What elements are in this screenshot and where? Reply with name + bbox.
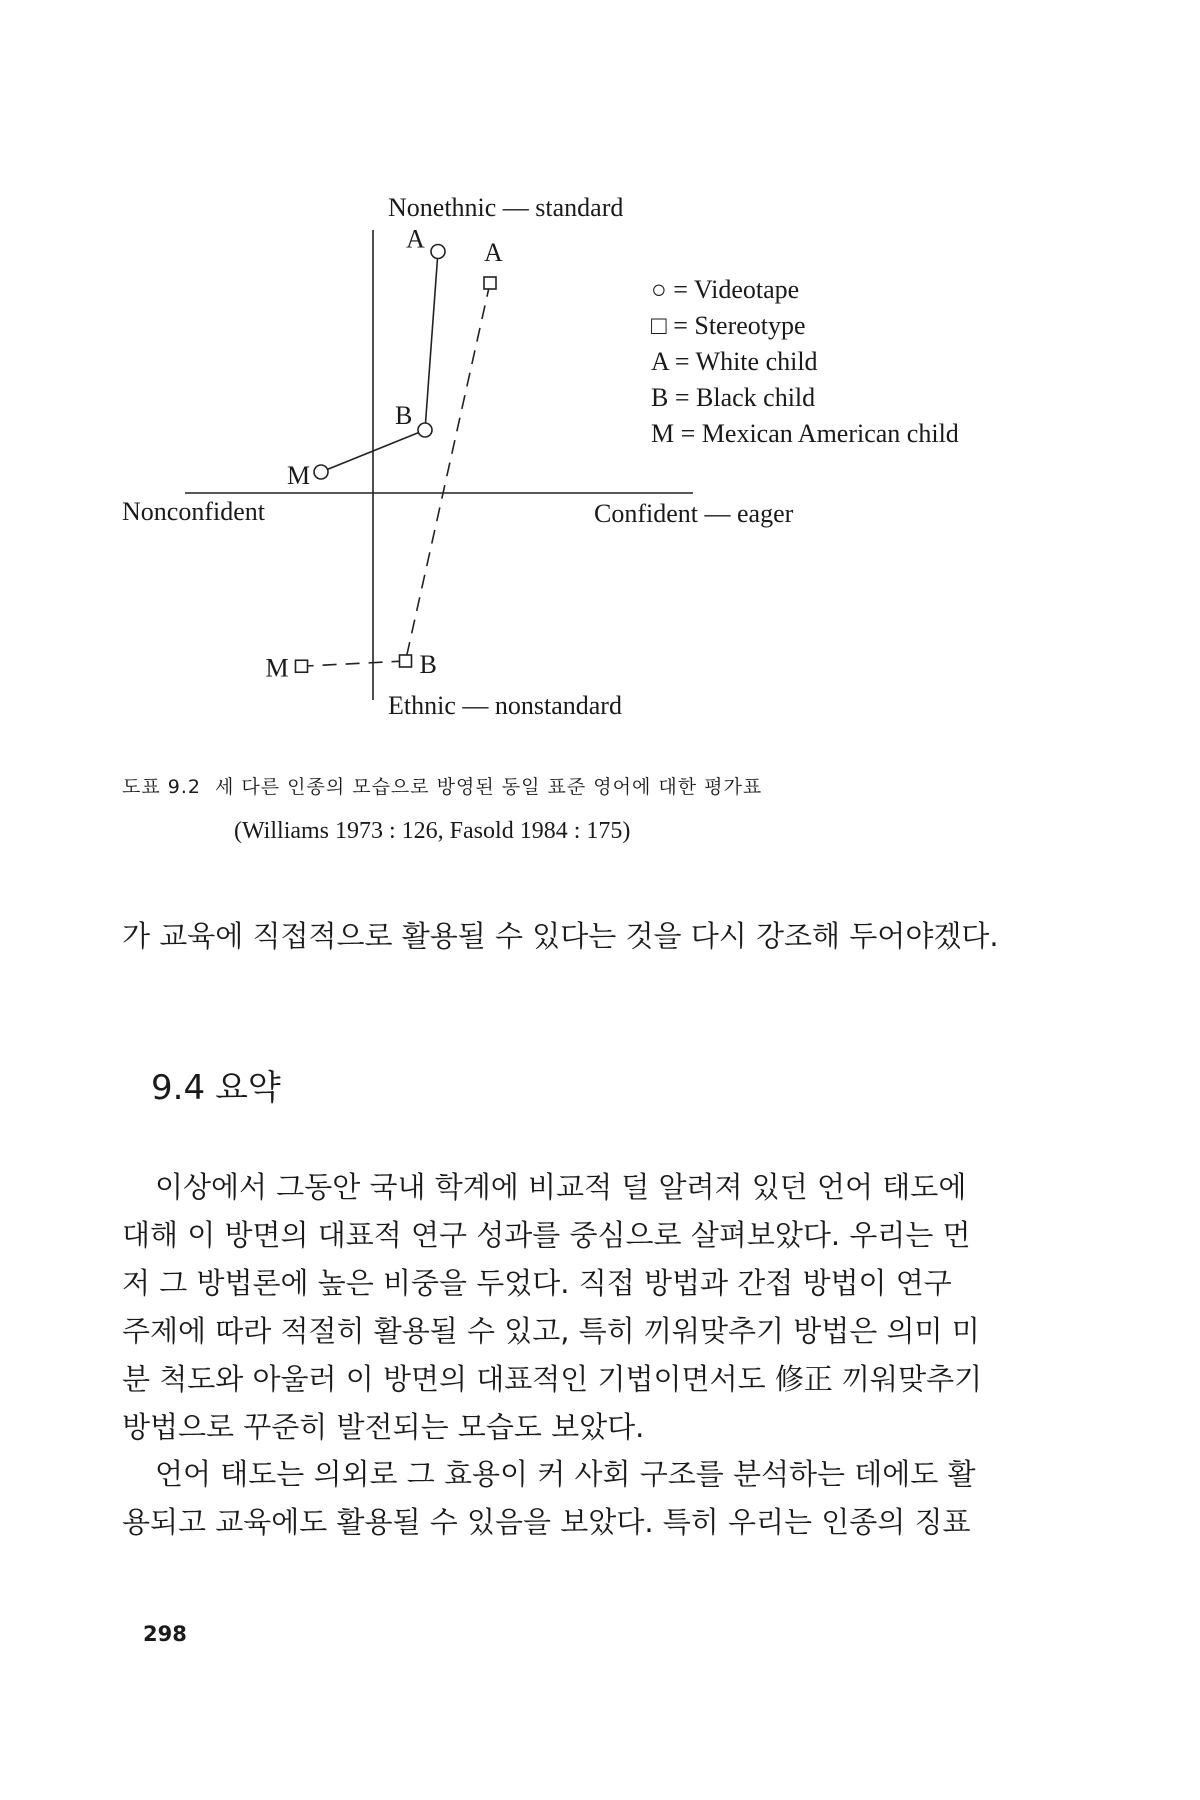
data-point-stereotype-M (296, 660, 308, 672)
point-label-stereotype-A: A (484, 238, 503, 267)
chart-legend (651, 275, 959, 448)
figure-source: (Williams 1973 : 126, Fasold 1984 : 175) (234, 818, 631, 844)
data-point-videotape-A (431, 245, 445, 259)
semantic-differential-chart (0, 0, 1200, 760)
legend-item: ○ = Videotape (651, 275, 800, 304)
legend-item: A = White child (651, 347, 818, 376)
paragraph-line: 주제에 따라 적절히 활용될 수 있고, 특히 끼워맞추기 방법은 의미 미 (122, 1314, 980, 1348)
axis-label-bottom: Ethnic — nonstandard (388, 691, 622, 720)
paragraph-line: 용되고 교육에도 활용될 수 있음을 보았다. 특히 우리는 인종의 징표 (122, 1505, 971, 1539)
section-title: 요약 (215, 1068, 281, 1108)
paragraph-2 (122, 1450, 976, 1546)
chart-series (266, 225, 504, 683)
figure-caption (122, 772, 762, 799)
legend-item: B = Black child (651, 383, 816, 412)
paragraph-line: 분 척도와 아울러 이 방면의 대표적인 기법이면서도 修正 끼워맞추기 (122, 1362, 983, 1396)
point-label-videotape-M: M (287, 461, 311, 490)
paragraph-line: 방법으로 꾸준히 발전되는 모습도 보았다. (122, 1410, 645, 1444)
data-point-videotape-B (418, 423, 432, 437)
paragraph-1 (122, 1163, 982, 1451)
chart-axes (185, 230, 693, 700)
paragraph-line: 이상에서 그동안 국내 학계에 비교적 덜 알려져 있던 언어 태도에 (155, 1170, 967, 1204)
point-label-stereotype-B: B (419, 650, 437, 679)
continuation-text: 가 교육에 직접적으로 활용될 수 있다는 것을 다시 강조해 두어야겠다. (122, 919, 999, 953)
figure-caption-text: 세 다른 인종의 모습으로 방영된 동일 표준 영어에 대한 평가표 (214, 776, 763, 798)
series-line-videotape-A-B (425, 252, 438, 431)
section-heading (151, 1060, 281, 1109)
data-point-stereotype-A (484, 277, 496, 289)
data-point-stereotype-B (400, 655, 412, 667)
page-number: 298 (143, 1622, 187, 1646)
axis-label-right: Confident — eager (594, 499, 794, 528)
figure-label: 도표 9.2 (122, 776, 201, 798)
legend-item: M = Mexican American child (651, 419, 959, 448)
point-label-videotape-B: B (395, 401, 413, 430)
legend-item: □ = Stereotype (651, 311, 806, 340)
paragraph-line: 언어 태도는 의외로 그 효용이 커 사회 구조를 분석하는 데에도 활 (155, 1457, 976, 1491)
series-line-stereotype-B-M (302, 661, 406, 666)
section-number: 9.4 (151, 1068, 206, 1108)
data-point-videotape-M (314, 465, 328, 479)
series-line-stereotype-A-B (406, 283, 491, 661)
paragraph-line: 대해 이 방면의 대표적 연구 성과를 중심으로 살펴보았다. 우리는 먼 (122, 1218, 971, 1252)
point-label-stereotype-M: M (265, 653, 289, 683)
paragraph-line: 저 그 방법론에 높은 비중을 두었다. 직접 방법과 간접 방법이 연구 (122, 1266, 952, 1300)
axis-label-top: Nonethnic — standard (388, 193, 624, 222)
point-label-videotape-A: A (406, 224, 425, 254)
axis-label-left: Nonconfident (122, 497, 265, 526)
